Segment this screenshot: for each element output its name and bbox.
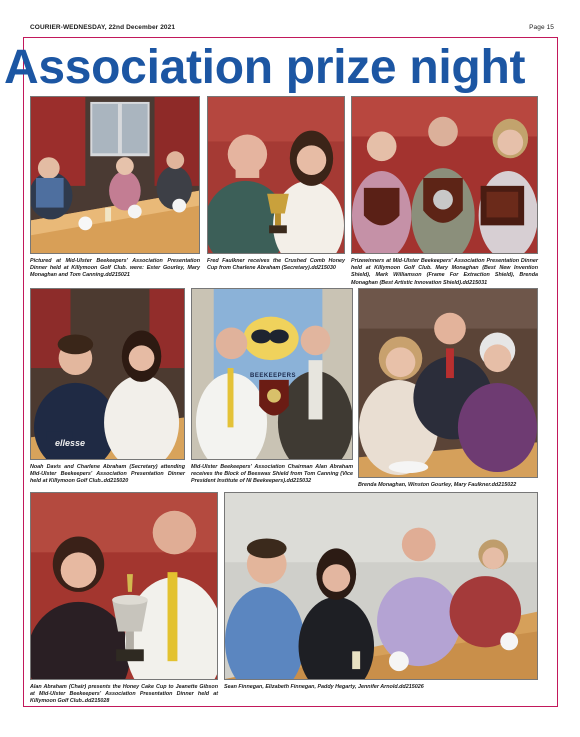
photo-7-image xyxy=(31,493,217,679)
page-headline: Association prize night xyxy=(4,41,526,94)
caption-photo-4: Noah Davis and Charlene Abraham (Secretary) attending Mid-Ulster Beekeepers' Association Presentation Dinner held at Killymoon Golf Club..dd215020 xyxy=(30,464,185,485)
caption-photo-8: Sean Finnegan, Elizabeth Finnegan, Paddy Hegarty, Jennifer Arnold.dd215026 xyxy=(224,684,424,690)
photo-6 xyxy=(358,288,538,478)
caption-photo-5: Mid-Ulster Beekeepers' Association Chairman Alan Abraham receives the Block of Beeswax Shield from Tom Canning (Vice President Institute of NI Beekeepers).dd215032 xyxy=(191,464,353,485)
publication-date: COURIER-WEDNESDAY, 22nd December 2021 xyxy=(30,24,176,31)
caption-photo-7: Alan Abraham (Chair) presents the Honey Cake Cup to Jeanette Gibson at Mid-Ulster Beekeepers' Association Presentation Dinner held at Killymoon Golf Club..dd215028 xyxy=(30,684,218,705)
photo-1 xyxy=(30,96,200,254)
photo-1-image xyxy=(31,97,199,253)
photo-5 xyxy=(191,288,353,460)
photo-4 xyxy=(30,288,185,460)
photo-2 xyxy=(207,96,345,254)
photo-3-image xyxy=(352,97,537,253)
caption-photo-2: Fred Faulkner receives the Crushed Comb Honey Cup from Charlene Abraham (Secretary).dd215030 xyxy=(207,258,345,272)
photo-4-image xyxy=(31,289,184,459)
photo-4-shirt-logo: ellesse xyxy=(55,438,86,448)
page-number: Page 15 xyxy=(529,24,554,31)
photo-6-image xyxy=(359,289,537,477)
caption-photo-3: Prizewinners at Mid-Ulster Beekeepers' Association Presentation Dinner held at Killymoon Golf Club. Mary Monaghan (Best New Invention Shield), Mark Williamson (Frame For Extraction Shield), Brenda Monaghan (Best Artistic Innovation Shield).dd215031 xyxy=(351,258,538,286)
caption-photo-6: Brenda Monaghan, Winston Gourley, Mary Faulkner.dd215022 xyxy=(358,482,517,488)
photo-3 xyxy=(351,96,538,254)
photo-2-image xyxy=(208,97,344,253)
photo-7 xyxy=(30,492,218,680)
photo-8-image xyxy=(225,493,537,679)
photo-8 xyxy=(224,492,538,680)
caption-photo-1: Pictured at Mid-Ulster Beekeepers' Association Presentation Dinner held at Killymoon Golf Club. were: Ester Gourley, Mary Monaghan and Tom Canning.dd215021 xyxy=(30,258,200,279)
masthead xyxy=(30,24,554,36)
photo-5-banner-text: BEEKEEPERS xyxy=(250,373,297,379)
